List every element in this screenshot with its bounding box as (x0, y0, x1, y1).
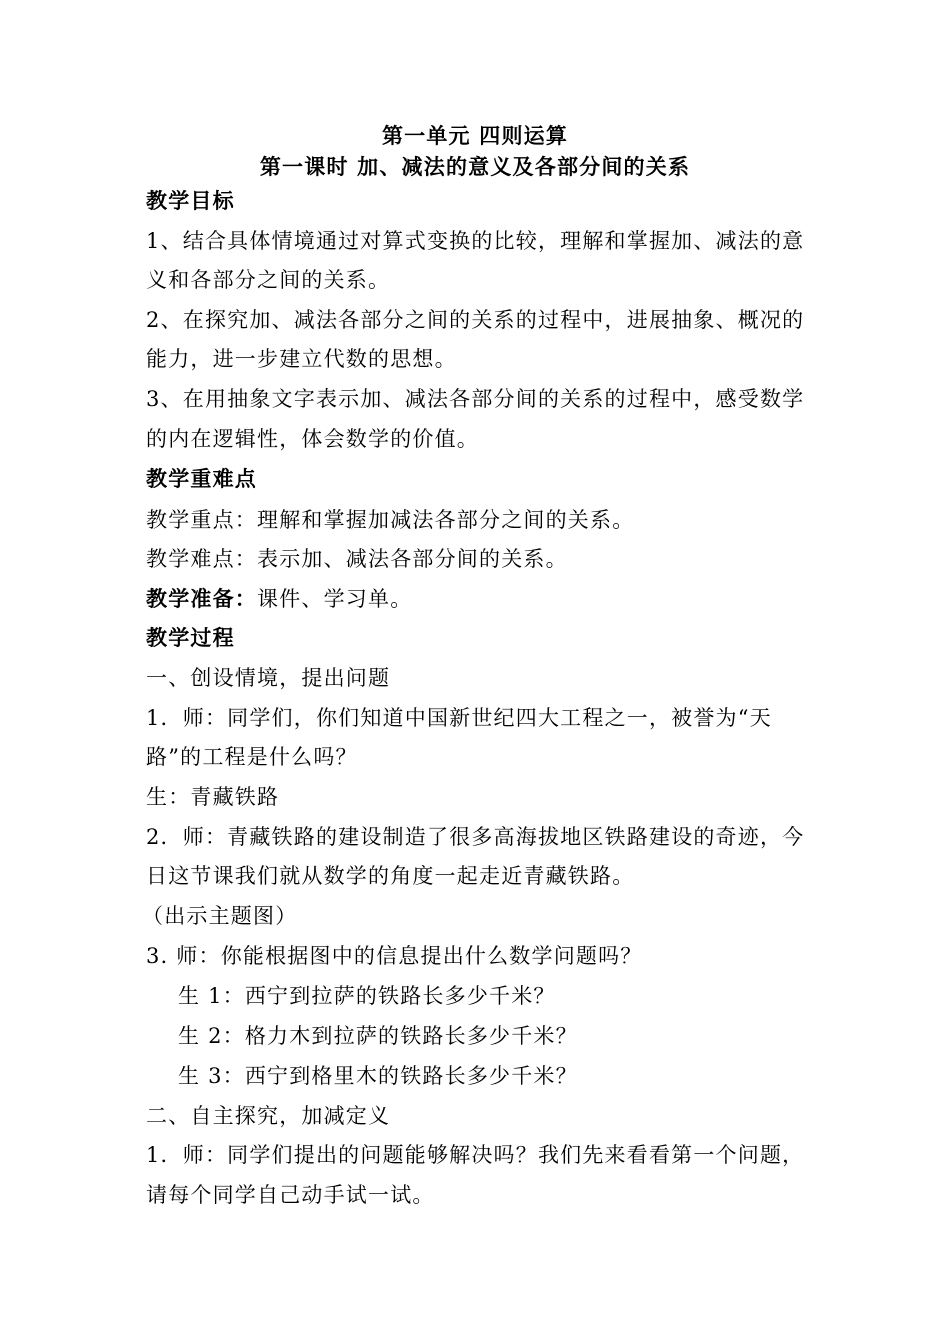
key-difficulty-line: 教学难点：表示加、减法各部分间的关系。 (146, 547, 568, 571)
objective-line: 义和各部分之间的关系。 (146, 268, 391, 292)
process-line: 路”的工程是什么吗？ (146, 745, 358, 769)
objective-line: 2、在探究加、减法各部分之间的关系的过程中，进展抽象、概况的 (146, 308, 805, 332)
process-heading: 教学过程 (146, 625, 235, 650)
process-line: 日这节课我们就从数学的角度一起走近青藏铁路。 (146, 864, 635, 888)
process-line: 1．师：同学们提出的问题能够解决吗？我们先来看看第一个问题， (146, 1143, 805, 1167)
objective-line: 能力，进一步建立代数的思想。 (146, 347, 457, 371)
key-focus-line: 教学重点：理解和掌握加减法各部分之间的关系。 (146, 508, 635, 532)
part1-title: 一、创设情境，提出问题 (146, 666, 391, 690)
unit-title: 第一单元 四则运算 (381, 123, 569, 148)
objectives-heading: 教学目标 (146, 188, 235, 213)
student-answer-line: 生 3：西宁到格里木的铁路长多少千米？ (178, 1064, 578, 1088)
part2-title: 二、自主探究，加减定义 (146, 1104, 391, 1128)
process-line: 请每个同学自己动手试一试。 (146, 1183, 435, 1207)
lesson-title: 第一课时 加、减法的意义及各部分间的关系 (259, 154, 691, 179)
objective-line: 1、结合具体情境通过对算式变换的比较，理解和掌握加、减法的意 (146, 229, 805, 253)
objective-line: 的内在逻辑性，体会数学的价值。 (146, 427, 479, 451)
process-line: （出示主题图） (142, 904, 298, 928)
preparation-label: 教学准备： (146, 586, 257, 611)
process-line: 2．师：青藏铁路的建设制造了很多高海拔地区铁路建设的奇迹，今 (146, 825, 805, 849)
process-line: 3. 师：你能根据图中的信息提出什么数学问题吗？ (146, 944, 643, 968)
preparation-value: 课件、学习单。 (257, 587, 413, 611)
process-line: 1．师：同学们，你们知道中国新世纪四大工程之一，被誉为“天 (146, 706, 772, 730)
key-points-heading: 教学重难点 (146, 466, 257, 491)
student-answer-line: 生 1：西宁到拉萨的铁路长多少千米？ (178, 984, 556, 1008)
process-line: 生：青藏铁路 (146, 785, 280, 809)
objective-line: 3、在用抽象文字表示加、减法各部分间的关系的过程中，感受数学 (146, 387, 805, 411)
student-answer-line: 生 2：格力木到拉萨的铁路长多少千米？ (178, 1024, 578, 1048)
preparation-line (146, 584, 412, 614)
